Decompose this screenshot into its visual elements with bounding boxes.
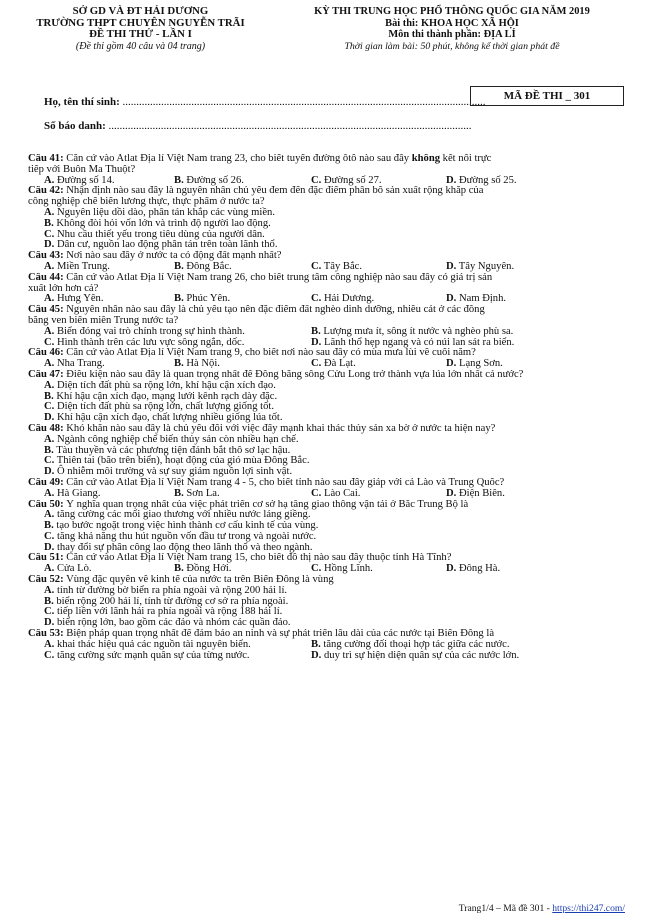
answer-option-c[interactable] — [311, 176, 382, 187]
options-row — [28, 294, 628, 305]
answer-option-a[interactable] — [44, 564, 92, 575]
option-text: Đường số 25. — [458, 174, 517, 186]
answer-option-d[interactable] — [446, 262, 514, 273]
option-letter: C. — [44, 649, 55, 661]
question-list — [28, 154, 628, 661]
option-letter: A. — [44, 638, 55, 650]
question-number: Câu 44: — [28, 272, 64, 283]
exam-code-box: MÃ ĐỀ THI _ 301 — [470, 86, 624, 106]
option-letter: A. — [44, 293, 55, 305]
option-text: biển rộng lớn, bao gồm các đảo và nhóm các quần đảo. — [56, 617, 291, 629]
school-name: TRƯỜNG THPT CHUYÊN NGUYỄN TRÃI — [36, 16, 245, 29]
question-stem-line — [28, 305, 628, 316]
options-row — [28, 618, 628, 629]
question-text: Biện pháp quan trọng nhất để đảm bảo an ninh và sự phát triển lâu dài của các nước tại Biển Đông là — [66, 629, 495, 640]
option-letter: A. — [44, 206, 55, 218]
option-letter: D. — [446, 487, 457, 499]
option-letter: B. — [174, 358, 184, 370]
option-letter: D. — [44, 466, 55, 478]
option-text: Khí hậu cận xích đạo, mạng lưới kênh rạch dày đặc. — [56, 390, 278, 402]
option-letter: D. — [446, 260, 457, 272]
options-row — [28, 176, 628, 187]
exam-name: KỲ THI TRUNG HỌC PHỔ THÔNG QUỐC GIA NĂM 2019 — [314, 6, 590, 17]
candidate-name-label: Họ, tên thí sinh: — [44, 96, 120, 108]
question-text: Căn cứ vào Atlat Địa lí Việt Nam trang 23, cho biết tuyến đường ôtô nào sau đây — [66, 154, 412, 164]
option-text: Nha Trang. — [56, 358, 105, 370]
option-text: Hưng Yên. — [56, 293, 104, 305]
option-letter: D. — [44, 541, 55, 553]
answer-option-b[interactable] — [174, 489, 220, 500]
question-stem-line: công nghiệp chế biến lương thực, thực phẩm ở nước ta? — [28, 197, 265, 208]
option-text: Tây Nguyên. — [458, 260, 515, 272]
question-49 — [28, 478, 628, 500]
option-letter: D. — [44, 412, 55, 424]
option-letter: B. — [174, 174, 184, 186]
answer-option-c[interactable] — [311, 359, 356, 370]
option-letter: C. — [311, 487, 322, 499]
question-53 — [28, 629, 628, 661]
option-text: Tàu thuyền và các phương tiện đánh bắt thô sơ lạc hậu. — [56, 444, 291, 456]
question-text: Vùng đặc quyền về kinh tế của nước ta trên Biển Đông là vùng — [66, 575, 334, 586]
option-text: Biển đóng vai trò chính trong sự hình thành. — [56, 325, 245, 337]
answer-option-b[interactable] — [174, 564, 231, 575]
exam-title: ĐỀ THI THỬ - LẦN I — [89, 28, 192, 40]
question-text: Căn cứ vào Atlat Địa lí Việt Nam trang 15, cho biết đô thị nào sau đây thuộc tỉnh Hà Tĩnh? — [66, 553, 452, 564]
option-text: Lào Cai. — [323, 487, 361, 499]
option-text: thay đổi sự phân công lao động theo lãnh thổ và theo ngành. — [56, 541, 313, 553]
option-letter: B. — [174, 563, 184, 575]
option-text: Hồng Lĩnh. — [323, 563, 373, 575]
option-letter: D. — [446, 563, 457, 575]
answer-option-b[interactable] — [174, 294, 230, 305]
candidate-id-dots: .................................................................................................................................... — [108, 120, 472, 132]
question-stem-line — [28, 273, 628, 284]
option-letter: C. — [44, 228, 55, 240]
option-letter: C. — [44, 606, 55, 618]
answer-option-c[interactable] — [44, 338, 244, 349]
option-text: tăng khả năng thu hút nguồn vốn đầu tư trong và ngoài nước. — [56, 530, 317, 542]
option-letter: A. — [44, 325, 55, 337]
option-letter: B. — [44, 217, 54, 229]
answer-option-c[interactable] — [311, 564, 373, 575]
option-text: Đà Lạt. — [323, 358, 356, 370]
question-number: Câu 52: — [28, 575, 64, 586]
options-row — [28, 467, 628, 478]
question-stem-line: xuất lớn hơn cả? — [28, 283, 99, 294]
question-47 — [28, 370, 628, 424]
option-letter: A. — [44, 433, 55, 445]
option-letter: C. — [311, 293, 322, 305]
option-letter: B. — [44, 390, 54, 402]
option-text: Ngành công nghiệp chế biến thủy sản còn nhiều hạn chế. — [56, 433, 299, 445]
department-name: SỞ GD VÀ ĐT HẢI DƯƠNG — [72, 5, 209, 17]
option-letter: C. — [44, 401, 55, 413]
option-letter: C. — [311, 358, 322, 370]
question-50 — [28, 500, 628, 554]
answer-option-c[interactable] — [311, 294, 374, 305]
question-number: Câu 45: — [28, 305, 64, 316]
option-text: Nam Định. — [458, 293, 507, 305]
question-48 — [28, 424, 628, 478]
option-text: Đông Hà. — [458, 563, 501, 575]
option-letter: C. — [311, 260, 322, 272]
header-left — [18, 6, 263, 52]
option-text: tiếp liền với lãnh hải ra phía ngoài và rộng 188 hải lí. — [56, 606, 283, 618]
question-number: Câu 47: — [28, 369, 64, 380]
header-right — [262, 6, 642, 52]
question-number: Câu 53: — [28, 629, 64, 640]
option-letter: A. — [44, 584, 55, 596]
option-text: Lượng mưa ít, sông ít nước và nghèo phù sa. — [323, 325, 514, 337]
options-row — [28, 359, 628, 370]
question-52 — [28, 575, 628, 629]
answer-option-b[interactable] — [174, 176, 244, 187]
options-row — [28, 262, 628, 273]
option-letter: A. — [44, 260, 55, 272]
option-text: tạo bước ngoặt trong việc hình thành cơ cấu kinh tế của vùng. — [56, 520, 319, 532]
option-text: Dân cư, nguồn lao động phân tán trên toàn lãnh thổ. — [56, 239, 278, 251]
option-letter: B. — [174, 487, 184, 499]
option-letter: D. — [311, 336, 322, 348]
option-text: Ô nhiễm môi trường và sự suy giảm nguồn lợi sinh vật. — [56, 466, 293, 478]
question-text: kết nối trực — [440, 154, 492, 164]
question-42 — [28, 186, 628, 251]
options-row — [28, 543, 628, 554]
answer-option-d[interactable] — [446, 489, 505, 500]
answer-option-d[interactable] — [44, 240, 277, 251]
option-text: tính từ đường bờ biển ra phía ngoài và rộng 200 hải lí. — [56, 584, 288, 596]
question-46 — [28, 348, 628, 370]
answer-option-c[interactable] — [44, 651, 250, 662]
option-letter: D. — [446, 293, 457, 305]
options-row — [28, 240, 628, 251]
options-row — [28, 564, 628, 575]
option-text: Hải Dương. — [323, 293, 375, 305]
question-number: Câu 48: — [28, 423, 64, 434]
question-stem-line: tiếp với Buôn Ma Thuột? — [28, 164, 136, 175]
answer-option-d[interactable] — [446, 359, 503, 370]
question-text: Ý nghĩa quan trọng nhất của việc phát triển cơ sở hạ tầng giao thông vận tải ở Bắc Trung Bộ là — [66, 499, 469, 510]
option-text: Tây Bắc. — [323, 260, 363, 272]
option-text: Khí hậu cận xích đạo, chất lượng nhiều giống lúa tốt. — [56, 412, 283, 424]
question-number: Câu 51: — [28, 553, 64, 564]
question-51 — [28, 553, 628, 575]
option-letter: D. — [44, 617, 55, 629]
question-43 — [28, 251, 628, 273]
answer-option-c[interactable] — [311, 489, 360, 500]
option-text: Diện tích đất phù sa rộng lớn, chất lượng giống tốt. — [56, 401, 274, 413]
option-letter: A. — [44, 358, 55, 370]
option-letter: C. — [44, 336, 55, 348]
candidate-id-label: Số báo danh: — [44, 120, 106, 132]
question-44 — [28, 273, 628, 305]
exam-header — [0, 6, 649, 76]
option-letter: B. — [311, 325, 321, 337]
option-letter: C. — [44, 530, 55, 542]
option-letter: B. — [44, 444, 54, 456]
question-text: Khó khăn nào sau đây là chủ yếu đối với việc đẩy mạnh khai thác thủy sản xa bờ ở nước ta hiện nay? — [66, 423, 496, 434]
answer-option-d[interactable] — [311, 338, 514, 349]
question-number: Câu 43: — [28, 251, 64, 262]
option-text: Lãnh thổ hẹp ngang và có núi lan sát ra biển. — [323, 336, 515, 348]
answer-option-a[interactable] — [44, 262, 110, 273]
answer-option-b[interactable] — [174, 359, 220, 370]
option-text: Đông Bắc. — [186, 260, 232, 272]
footer-link[interactable]: https://thi247.com/ — [552, 903, 625, 914]
question-stem-line — [28, 154, 628, 165]
option-letter: B. — [311, 638, 321, 650]
answer-option-a[interactable] — [44, 176, 115, 187]
option-text: Diện tích đất phù sa rộng lớn, khí hậu cận xích đạo. — [56, 379, 276, 391]
answer-option-d[interactable] — [44, 467, 292, 478]
option-letter: B. — [174, 260, 184, 272]
option-letter: A. — [44, 379, 55, 391]
option-letter: A. — [44, 509, 55, 521]
exam-time: Thời gian làm bài: 50 phút, không kể thời gian phát đề — [344, 40, 560, 52]
option-text: biển rộng 200 hải lí, tính từ đường cơ sở ra phía ngoài. — [56, 595, 289, 607]
option-text: Cửa Lò. — [56, 563, 92, 575]
answer-option-a[interactable] — [44, 359, 105, 370]
option-text: Đường số 26. — [186, 174, 244, 186]
option-letter: A. — [44, 174, 55, 186]
question-41 — [28, 154, 628, 186]
option-text: Hà Giang. — [56, 487, 101, 499]
question-stem-line — [28, 186, 628, 197]
question-keyword: không — [411, 154, 441, 164]
exam-subject: Môn thi thành phần: ĐỊA LÍ — [388, 29, 516, 40]
question-number: Câu 41: — [28, 154, 64, 164]
option-letter: D. — [44, 239, 55, 251]
option-text: tăng cường đối thoại hợp tác giữa các nước. — [323, 638, 510, 650]
option-letter: A. — [44, 487, 55, 499]
option-letter: C. — [44, 455, 55, 467]
footer-text: Trang1/4 – Mã đề 301 - — [458, 903, 553, 914]
option-text: Phúc Yên. — [186, 293, 231, 305]
question-number: Câu 46: — [28, 348, 64, 359]
question-text: Nguyên nhân nào sau đây là chủ yếu tạo nên đặc điểm đất nghèo dinh dưỡng, nhiều cát ở các đồng — [66, 305, 485, 316]
question-text: Điều kiện nào sau đây là quan trọng nhất để Đồng bằng sông Cửu Long trở thành vựa lúa lớn nhất cả nước? — [66, 369, 524, 380]
candidate-id-line — [44, 120, 472, 132]
answer-option-d[interactable] — [446, 176, 517, 187]
options-row — [28, 413, 628, 424]
question-number: Câu 50: — [28, 499, 64, 510]
question-text: Nơi nào sau đây ở nước ta có động đất mạnh nhất? — [66, 251, 282, 262]
question-text: Căn cứ vào Atlat Địa lí Việt Nam trang 26, cho biết trung tâm công nghiệp nào sau đây có giá trị sản — [66, 272, 493, 283]
option-text: Sơn La. — [186, 487, 220, 499]
option-text: Lạng Sơn. — [458, 358, 503, 370]
answer-option-d[interactable] — [44, 543, 313, 554]
option-text: Đường số 27. — [323, 174, 382, 186]
answer-option-d[interactable] — [44, 618, 291, 629]
option-letter: A. — [44, 563, 55, 575]
option-text: tăng cường sức mạnh quân sự của từng nước. — [56, 649, 250, 661]
question-number: Câu 49: — [28, 477, 64, 488]
exam-note: (Đề thi gồm 40 câu và 04 trang) — [75, 40, 206, 52]
option-text: Hình thành trên các lưu vực sông ngắn, dốc. — [56, 336, 245, 348]
option-text: Nhu cầu thiết yếu trong tiêu dùng của người dân. — [56, 228, 265, 240]
options-row — [28, 338, 628, 349]
option-text: tăng cường các mối giao thương với nhiều nước láng giềng. — [56, 509, 311, 521]
option-text: Miền Trung. — [56, 260, 110, 272]
question-number: Câu 42: — [28, 186, 64, 197]
option-letter: B. — [44, 520, 54, 532]
option-text: Điện Biên. — [458, 487, 505, 499]
answer-option-d[interactable] — [446, 294, 506, 305]
candidate-name-dots: .................................................................................................................................... — [122, 96, 486, 108]
options-row — [28, 489, 628, 500]
answer-option-a[interactable] — [44, 294, 104, 305]
answer-option-d[interactable] — [44, 413, 283, 424]
option-letter: D. — [311, 649, 322, 661]
option-letter: B. — [174, 293, 184, 305]
option-text: Thiên tai (bão trên biển), hoạt động của gió mùa Đông Bắc. — [56, 455, 310, 467]
question-text: Nhận định nào sau đây là nguyên nhân chủ yếu đem đến đặc điểm phân bố sản xuất rộng khắp của — [66, 186, 484, 197]
option-letter: C. — [311, 174, 322, 186]
option-text: Nguyên liệu dồi dào, phân tán khắp các vùng miền. — [56, 206, 275, 218]
answer-option-c[interactable] — [311, 262, 362, 273]
answer-option-b[interactable] — [174, 262, 232, 273]
option-text: khai thác hiệu quả các nguồn tài nguyên biển. — [56, 638, 251, 650]
option-letter: C. — [311, 563, 322, 575]
option-letter: D. — [446, 358, 457, 370]
options-row — [28, 651, 628, 662]
page-footer — [459, 903, 625, 914]
option-text: Hà Nội. — [186, 358, 220, 370]
option-text: Đồng Hới. — [186, 563, 232, 575]
candidate-name-line — [44, 96, 486, 108]
option-text: Không đòi hỏi vốn lớn và trình độ người lao động. — [56, 217, 271, 229]
question-text: Căn cứ vào Atlat Địa lí Việt Nam trang 4 - 5, cho biết tỉnh nào sau đây giáp với cả Lào và Trung Quốc? — [66, 477, 505, 488]
option-text: duy trì sự hiện diện quân sự của các nước lớn. — [323, 649, 520, 661]
question-text: Căn cứ vào Atlat Địa lí Việt Nam trang 9, cho biết nơi nào sau đây có mùa mưa lùi về cuối năm? — [66, 348, 476, 359]
answer-option-a[interactable] — [44, 489, 101, 500]
question-stem-line: bằng ven biển miền Trung nước ta? — [28, 315, 179, 326]
option-text: Đường số 14. — [56, 174, 115, 186]
question-45 — [28, 305, 628, 348]
option-letter: D. — [446, 174, 457, 186]
answer-option-d[interactable] — [446, 564, 500, 575]
option-letter: B. — [44, 595, 54, 607]
answer-option-d[interactable] — [311, 651, 519, 662]
exam-section: Bài thi: KHOA HỌC XÃ HỘI — [385, 17, 519, 29]
